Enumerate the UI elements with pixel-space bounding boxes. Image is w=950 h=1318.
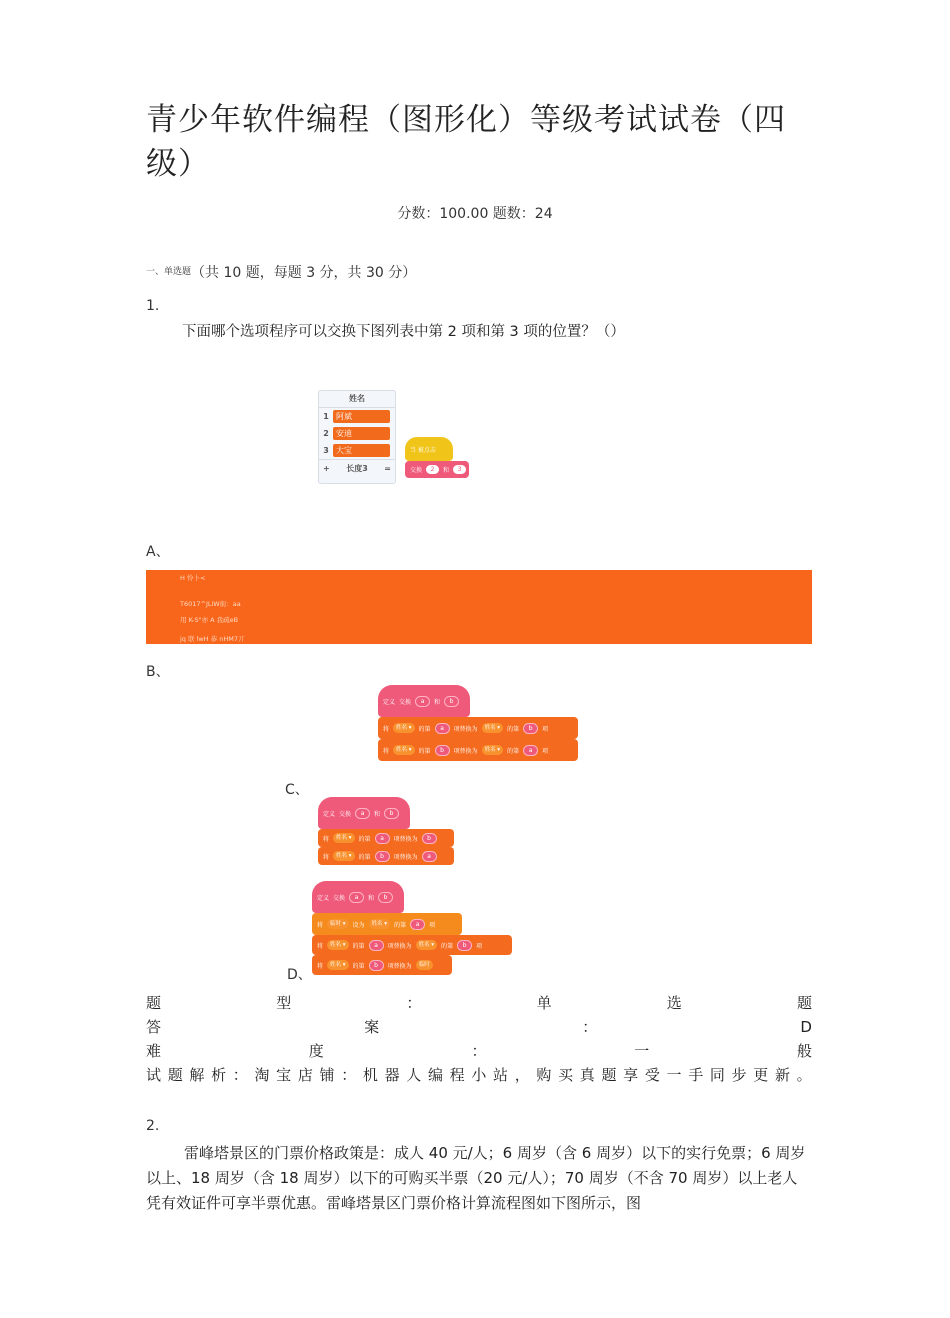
difficulty-line bbox=[146, 1039, 812, 1063]
list-value: 安迪 bbox=[333, 427, 390, 440]
meta-char: ， bbox=[514, 1066, 530, 1084]
meta-char: 型 bbox=[276, 994, 292, 1012]
meta-char: ： bbox=[232, 1066, 248, 1084]
item-label: 项 bbox=[542, 725, 549, 733]
section-detail: （共 10 题，每题 3 分，共 30 分） bbox=[191, 265, 417, 281]
meta-char: 宝 bbox=[276, 1066, 292, 1084]
replace-label: 将 bbox=[317, 942, 324, 950]
param-a: a bbox=[369, 940, 384, 951]
item-of-label: 的第 bbox=[507, 725, 520, 733]
option-c-replace-block-1 bbox=[318, 829, 454, 847]
question-1-number: 1. bbox=[146, 298, 160, 314]
list-dropdown: 姓名 ▾ bbox=[393, 723, 415, 733]
meta-char: 答 bbox=[146, 1018, 162, 1036]
meta-char: 步 bbox=[731, 1066, 747, 1084]
meta-char: 站 bbox=[493, 1066, 509, 1084]
param-b: b bbox=[422, 833, 437, 844]
meta-char: ： bbox=[582, 1018, 598, 1036]
meta-char: 一 bbox=[634, 1042, 650, 1060]
list-dropdown: 姓名 ▾ bbox=[333, 851, 355, 861]
meta-char: 题 bbox=[796, 994, 812, 1012]
meta-char: 。 bbox=[796, 1066, 812, 1084]
list-header: 姓名 bbox=[319, 391, 395, 408]
meta-char: 题 bbox=[146, 994, 162, 1012]
replace-label: 将 bbox=[323, 853, 330, 861]
and-label: 和 bbox=[434, 698, 441, 706]
meta-char: 程 bbox=[449, 1066, 465, 1084]
replace-with-label: 项替换为 bbox=[453, 747, 478, 755]
meta-char: 店 bbox=[297, 1066, 313, 1084]
item-of-label: 的第 bbox=[418, 725, 431, 733]
list-item bbox=[319, 408, 395, 425]
list-add-icon: + bbox=[323, 464, 330, 473]
replace-label: 将 bbox=[317, 962, 324, 970]
item-of-label: 的第 bbox=[352, 962, 365, 970]
question-2-number: 2. bbox=[146, 1118, 160, 1134]
variable-dropdown: 临时 ▾ bbox=[327, 919, 349, 929]
item-of-label: 的第 bbox=[358, 853, 371, 861]
meta-char: 更 bbox=[753, 1066, 769, 1084]
meta-char: 铺 bbox=[319, 1066, 335, 1084]
param-a: a bbox=[415, 696, 430, 707]
item-label: 项 bbox=[429, 921, 436, 929]
meta-char: 享 bbox=[623, 1066, 639, 1084]
list-monitor bbox=[318, 390, 396, 484]
option-b-replace-block-2 bbox=[378, 739, 578, 761]
option-c-label: C、 bbox=[285, 782, 309, 798]
meta-char: 解 bbox=[189, 1066, 205, 1084]
replace-label: 将 bbox=[383, 747, 390, 755]
list-resize-icon: = bbox=[384, 464, 391, 473]
param-a: a bbox=[422, 851, 437, 862]
meta-char: 般 bbox=[796, 1042, 812, 1060]
swap-arg-2: 3 bbox=[453, 465, 466, 474]
meta-char: 析 bbox=[211, 1066, 227, 1084]
param-b: b bbox=[384, 808, 399, 819]
temp-variable-reporter: 临时 bbox=[416, 960, 433, 970]
swap-label: 交换 bbox=[339, 810, 352, 818]
define-label: 定义 bbox=[383, 698, 396, 706]
answer-line bbox=[146, 1015, 812, 1039]
meta-char: 人 bbox=[406, 1066, 422, 1084]
param-b: b bbox=[375, 851, 390, 862]
meta-char: 同 bbox=[709, 1066, 725, 1084]
list-item bbox=[319, 425, 395, 442]
define-label: 定义 bbox=[317, 894, 330, 902]
page-title: 青少年软件编程（图形化）等级考试试卷（四级） bbox=[146, 102, 786, 182]
meta-char: ： bbox=[471, 1042, 487, 1060]
replace-label: 将 bbox=[317, 921, 324, 929]
meta-char: 一 bbox=[666, 1066, 682, 1084]
meta-char: 机 bbox=[362, 1066, 378, 1084]
param-a: a bbox=[435, 723, 450, 734]
option-d-replace-block-2 bbox=[312, 955, 452, 975]
list-dropdown: 姓名 ▾ bbox=[327, 940, 349, 950]
score-line: 分数：100.00 题数：24 bbox=[397, 206, 553, 222]
define-label: 定义 bbox=[323, 810, 336, 818]
list-dropdown: 姓名 ▾ bbox=[393, 745, 415, 755]
answer-value: D bbox=[800, 1018, 812, 1036]
list-footer bbox=[319, 459, 395, 477]
meta-char: 小 bbox=[471, 1066, 487, 1084]
list-index: 3 bbox=[323, 446, 329, 455]
meta-char: 受 bbox=[644, 1066, 660, 1084]
item-of-label: 的第 bbox=[352, 942, 365, 950]
meta-char: 题 bbox=[167, 1066, 183, 1084]
option-a-line: T6017^JLiW街：aa bbox=[180, 600, 241, 608]
and-label: 和 bbox=[368, 894, 375, 902]
meta-char: ： bbox=[406, 994, 422, 1012]
list-length: 长度3 bbox=[346, 464, 368, 473]
meta-char: 单 bbox=[536, 994, 552, 1012]
item-of-label: 的第 bbox=[394, 921, 407, 929]
option-c-define-block bbox=[318, 797, 410, 829]
replace-with-label: 项替换为 bbox=[393, 835, 418, 843]
meta-char: 编 bbox=[427, 1066, 443, 1084]
meta-char: 新 bbox=[774, 1066, 790, 1084]
param-b: b bbox=[457, 940, 472, 951]
param-a: a bbox=[375, 833, 390, 844]
list-value: 大宝 bbox=[333, 444, 390, 457]
meta-char: 器 bbox=[384, 1066, 400, 1084]
param-a: a bbox=[355, 808, 370, 819]
option-d-set-variable-block bbox=[312, 913, 462, 935]
swap-arg-1: 2 bbox=[426, 465, 439, 474]
replace-with-label: 项替换为 bbox=[387, 942, 412, 950]
list-item bbox=[319, 442, 395, 459]
meta-char: 购 bbox=[536, 1066, 552, 1084]
swap-label: 交换 bbox=[333, 894, 346, 902]
replace-with-label: 项替换为 bbox=[387, 962, 412, 970]
question-1-text: 下面哪个选项程序可以交换下图列表中第 2 项和第 3 项的位置？（） bbox=[182, 324, 625, 340]
list-dropdown: 姓名 ▾ bbox=[369, 919, 391, 929]
option-a-image bbox=[146, 570, 812, 644]
option-d-define-block bbox=[312, 881, 404, 913]
swap-call-block bbox=[405, 461, 469, 478]
list-index: 1 bbox=[323, 412, 329, 421]
option-c-replace-block-2 bbox=[318, 847, 454, 865]
param-a: a bbox=[349, 892, 364, 903]
section-prefix: 一、 bbox=[146, 267, 165, 277]
section-heading bbox=[146, 262, 416, 282]
replace-label: 将 bbox=[323, 835, 330, 843]
meta-char: 难 bbox=[146, 1042, 162, 1060]
meta-char: 试 bbox=[146, 1066, 162, 1084]
param-b: b bbox=[435, 745, 450, 756]
meta-char: 题 bbox=[601, 1066, 617, 1084]
list-dropdown: 姓名 ▾ bbox=[327, 960, 349, 970]
meta-char: 真 bbox=[579, 1066, 595, 1084]
option-b-label: B、 bbox=[146, 664, 170, 680]
option-a-line: H 怜卜< bbox=[180, 574, 206, 582]
param-a: a bbox=[410, 919, 425, 930]
item-label: 项 bbox=[476, 942, 483, 950]
list-dropdown: 姓名 ▾ bbox=[416, 940, 438, 950]
section-type: 单选题 bbox=[164, 267, 192, 277]
option-a-line: jq 联 lwH 恭 nHM7丌 bbox=[180, 635, 245, 643]
item-of-label: 的第 bbox=[507, 747, 520, 755]
meta-char: 买 bbox=[558, 1066, 574, 1084]
list-dropdown: 姓名 ▾ bbox=[482, 745, 504, 755]
flag-hat-label: 当 被点击 bbox=[410, 446, 436, 454]
option-a-line: 用 K-S"亦 A 我疏eB bbox=[180, 616, 239, 624]
swap-call-label: 交换 bbox=[410, 467, 423, 474]
swap-and-label: 和 bbox=[443, 467, 450, 474]
option-b-replace-block-1 bbox=[378, 717, 578, 739]
meta-char: 案 bbox=[364, 1018, 380, 1036]
param-b: b bbox=[444, 696, 459, 707]
list-index: 2 bbox=[323, 429, 329, 438]
question-2-text: 雷峰塔景区的门票价格政策是：成人 40 元/人；6 周岁（含 6 周岁）以下的实行免票；6 周岁以上、18 周岁（含 18 周岁）以下的可购买半票（20 元/人）；70 周岁（不含 70 周岁）以上老人凭有效证件可享半票优惠。雷峰塔景区门票价格计算流程图如下图所示，图 bbox=[146, 1144, 806, 1212]
and-label: 和 bbox=[374, 810, 381, 818]
list-value: 阿斌 bbox=[333, 410, 390, 423]
param-b: b bbox=[369, 960, 384, 971]
item-label: 项 bbox=[542, 747, 549, 755]
list-dropdown: 姓名 ▾ bbox=[482, 723, 504, 733]
meta-char: 选 bbox=[666, 994, 682, 1012]
param-a: a bbox=[523, 745, 538, 756]
question-type-line bbox=[146, 991, 812, 1015]
meta-char: 度 bbox=[308, 1042, 324, 1060]
param-b: b bbox=[523, 723, 538, 734]
list-dropdown: 姓名 ▾ bbox=[333, 833, 355, 843]
meta-char: ： bbox=[341, 1066, 357, 1084]
option-d-label: D、 bbox=[287, 967, 312, 983]
option-b-define-block bbox=[378, 685, 470, 717]
param-b: b bbox=[378, 892, 393, 903]
meta-char: 手 bbox=[688, 1066, 704, 1084]
item-of-label: 的第 bbox=[358, 835, 371, 843]
when-flag-clicked-block bbox=[405, 437, 453, 461]
replace-label: 将 bbox=[383, 725, 390, 733]
item-of-label: 的第 bbox=[441, 942, 454, 950]
analysis-line bbox=[146, 1063, 812, 1087]
set-to-label: 设为 bbox=[352, 921, 365, 929]
replace-with-label: 项替换为 bbox=[453, 725, 478, 733]
item-of-label: 的第 bbox=[418, 747, 431, 755]
option-d-replace-block-1 bbox=[312, 935, 512, 955]
option-a-label: A、 bbox=[146, 544, 170, 560]
replace-with-label: 项替换为 bbox=[393, 853, 418, 861]
meta-char: 淘 bbox=[254, 1066, 270, 1084]
swap-label: 交换 bbox=[399, 698, 412, 706]
